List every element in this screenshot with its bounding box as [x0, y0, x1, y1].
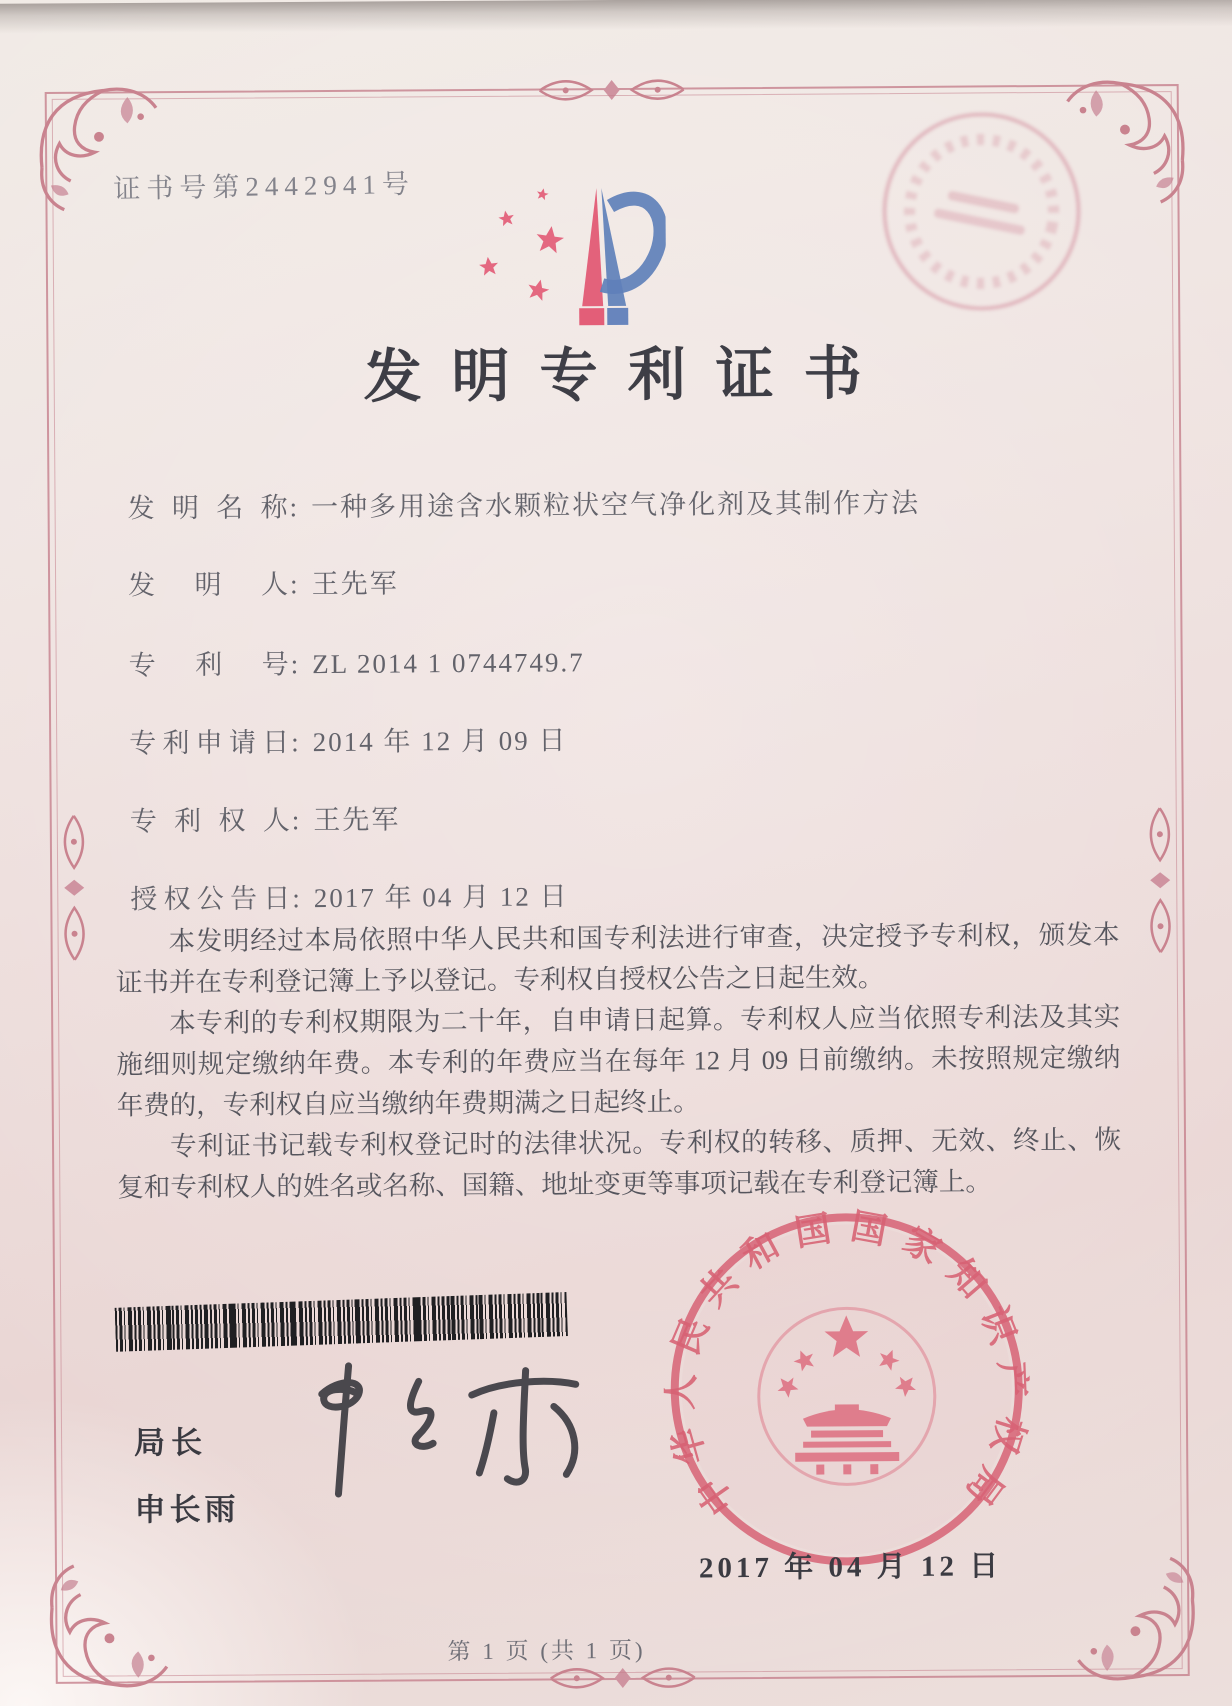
field-label: 专利权人	[129, 805, 290, 837]
legal-paragraph: 本发明经过本局依照中华人民共和国专利法进行审查，决定授予专利权，颁发本证书并在专利登记簿上予以登记。专利权自授权公告之日起生效。	[115, 919, 1120, 998]
field-separator: :	[291, 727, 299, 758]
cnipa-logo-icon	[450, 178, 666, 339]
officer-block	[134, 1417, 240, 1530]
svg-text:中华人民共和国国家知识产权局: 中华人民共和国国家知识产权局	[662, 1205, 1032, 1526]
faint-round-receipt-stamp-icon	[875, 105, 1088, 318]
field-separator: :	[292, 883, 300, 914]
certificate-number: 证书号第2442941号	[113, 168, 416, 205]
field-grant-date	[130, 874, 569, 916]
page-number: 第 1 页 (共 1 页)	[447, 1637, 646, 1665]
field-value: 王先军	[311, 568, 399, 600]
national-ip-office-seal-icon	[662, 1205, 1031, 1574]
field-label: 专利申请日	[129, 727, 290, 759]
officer-name: 申长雨	[134, 1491, 240, 1528]
corner-flourish-icon	[43, 1563, 176, 1696]
field-separator: :	[290, 649, 299, 680]
handwritten-signature-icon	[285, 1352, 606, 1512]
field-label: 发明名称	[127, 492, 288, 524]
seal-date: 2017 年 04 月 12 日	[698, 1550, 1003, 1585]
field-label: 专利号	[128, 649, 289, 681]
corner-flourish-icon	[1069, 1556, 1202, 1689]
field-value: ZL 2014 1 0744749.7	[312, 647, 585, 680]
edge-scroll-icon	[1138, 800, 1183, 960]
legal-text	[115, 914, 1121, 1208]
field-value: 一种多用途含水颗粒状空气净化剂及其制作方法	[310, 487, 921, 523]
officer-role: 局长	[133, 1424, 209, 1461]
edge-scroll-icon	[532, 67, 692, 112]
field-value: 2014 年 12 月 09 日	[312, 725, 568, 758]
field-invention-name	[127, 481, 920, 526]
legal-paragraph: 本专利的专利权期限为二十年，自申请日起算。专利权人应当依照专利法及其实施细则规定缴纳年费。本专利的年费应当在每年 12 月 09 日前缴纳。未按照规定缴纳年费的，专利权自应当缴纳年费期满之日起终止。	[116, 1001, 1121, 1121]
field-value: 2017 年 04 月 12 日	[313, 881, 569, 914]
field-label: 授权公告日	[130, 883, 291, 915]
edge-scroll-icon	[52, 808, 97, 968]
field-label: 发明人	[128, 569, 289, 601]
field-separator: :	[289, 492, 298, 523]
field-value: 王先军	[313, 804, 401, 836]
document-title: 发明专利证书	[363, 341, 892, 410]
field-filing-date	[129, 718, 568, 760]
field-patentee	[130, 798, 401, 839]
field-inventor	[128, 562, 399, 603]
legal-paragraph: 专利证书记载专利权登记时的法律状况。专利权的转移、质押、无效、终止、恢复和专利权人的姓名或名称、国籍、地址变更等事项记载在专利登记簿上。	[117, 1124, 1122, 1203]
field-patent-number	[129, 640, 585, 682]
field-separator: :	[290, 569, 298, 600]
field-separator: :	[291, 805, 300, 836]
